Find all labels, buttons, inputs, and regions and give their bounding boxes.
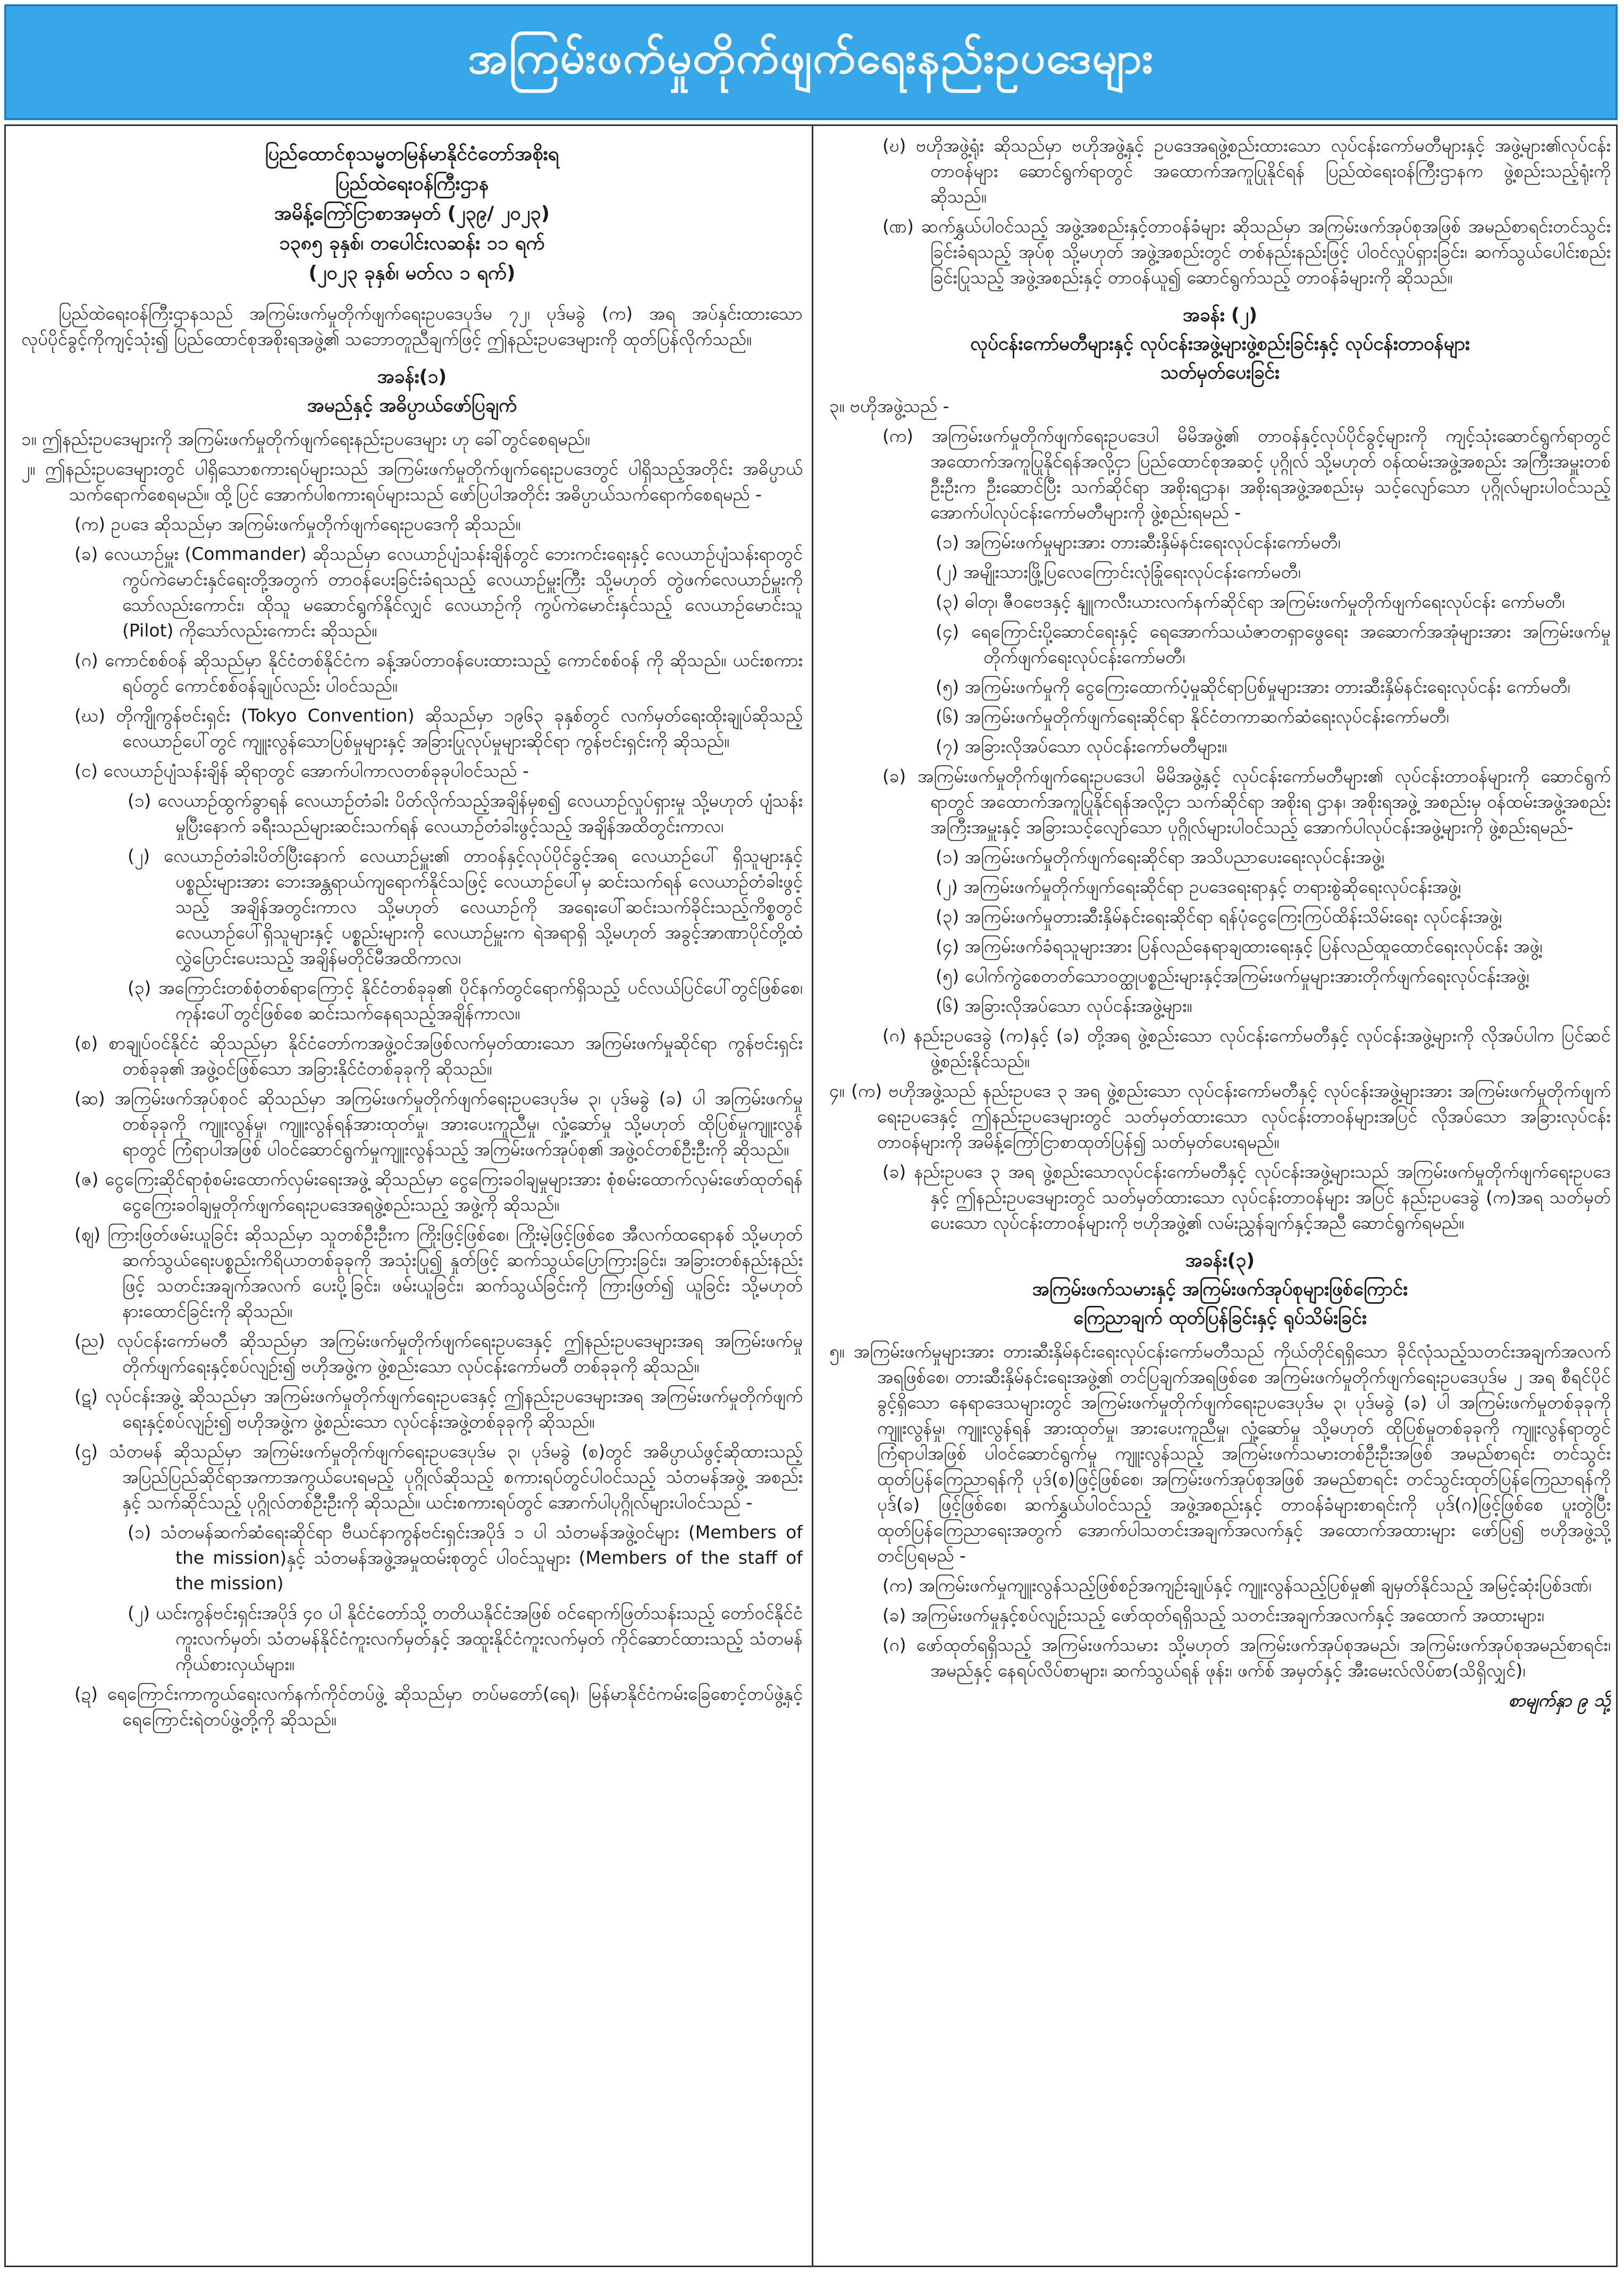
banner-title: အကြမ်းဖက်မှုတိုက်ဖျက်ရေးနည်းဥပဒေများ bbox=[468, 32, 1154, 83]
left-column bbox=[21, 133, 803, 2254]
chapter-title: လုပ်ငန်းကော်မတီများနှင့် လုပ်ငန်းအဖွဲ့များဖွဲ့စည်းခြင်းနှင့် လုပ်ငန်းတာဝန်များ bbox=[970, 333, 1470, 355]
clause-paragraph: (ဎ) ဗဟိုအဖွဲ့ရုံး ဆိုသည်မှာ ဗဟိုအဖွဲ့နှင့် ဥပဒေအရဖွဲ့စည်းထားသော လုပ်ငန်းကော်မတီများနှင့် အဖွဲ့များ၏လုပ်ငန်းတာဝန်များ ဆောင်ရွက်ရာတွင် အထောက်အကူပြုနိုင်ရန် ပြည်ထဲရေးဝန်ကြီးဌာနက ဖွဲ့စည်းသည့်ရုံးကို ဆိုသည်။ bbox=[882, 135, 1611, 207]
continued-note: စာမျက်နှာ ၉ သို့ bbox=[1508, 1690, 1611, 1710]
chapter-title: ကြေညာချက် ထုတ်ပြန်ခြင်းနှင့် ရုပ်သိမ်းခြင်း bbox=[1073, 1307, 1367, 1329]
chapter-1-items bbox=[21, 426, 803, 1732]
clause-paragraph: (၃) အကြောင်းတစ်စုံတစ်ရာကြောင့် နိုင်ငံတစ်ခုခု၏ ပိုင်နက်တွင်ရောက်ရှိသည့် ပင်လယ်ပြင်ပေါ်တွင်ဖြစ်စေ၊ ကုန်းပေါ်တွင်ဖြစ်စေ ဆင်းသက်နေရသည့်အချိန်ကာလ။ bbox=[128, 977, 803, 1024]
clause-paragraph: (ဂ) ဖော်ထုတ်ရရှိသည့် အကြမ်းဖက်သမား သို့မဟုတ် အကြမ်းဖက်အုပ်စုအမည်၊ အကြမ်းဖက်အုပ်စုအမည်စာရင်း၊ အမည်နှင့် နေရပ်လိပ်စာများ၊ ဆက်သွယ်ရန် ဖုန်း၊ ဖက်စ် အမှတ်နှင့် အီးမေးလ်လိပ်စာ(သိရှိလျှင်)၊ bbox=[882, 1634, 1611, 1681]
chapter-title: အမည်နှင့် အဓိပ္ပာယ်ဖော်ပြချက် bbox=[307, 395, 517, 416]
clause-paragraph: (ခ) လေယာဉ်မှူး (Commander) ဆိုသည်မှာ လေယာဉ်ပျံသန်းချိန်တွင် ဘေးကင်းရေးနှင့် လေယာဉ်ပျံသန်းရာတွင် ကွပ်ကဲမောင်းနှင်ရေးတို့အတွက် တာဝန်ပေးခြင်းခံရသည့် လေယာဉ်မှူးကြီး သို့မဟုတ် တွဲဖက်လေယာဉ်မှူးကိုသော်လည်းကောင်း၊ ထိုသူ မဆောင်ရွက်နိုင်လျှင် လေယာဉ်ကို ကွပ်ကဲမောင်းနှင်သည့် လေယာဉ်မောင်းသူ (Pilot) ကိုသော်လည်းကောင်း ဆိုသည်။ bbox=[74, 543, 803, 641]
chapter-2-items bbox=[829, 393, 1611, 1236]
header-line: ပြည်ထဲရေးဝန်ကြီးဌာန bbox=[335, 173, 489, 195]
header-line: ၁၃၈၅ ခုနှစ်၊ တပေါင်းလဆန်း ၁၁ ရက် bbox=[279, 232, 545, 254]
clause-paragraph: (၁) အကြမ်းဖက်မှုတိုက်ဖျက်ရေးဆိုင်ရာ အသိပညာပေးရေးလုပ်ငန်းအဖွဲ့၊ bbox=[936, 846, 1385, 867]
clause-paragraph: (က) အကြမ်းဖက်မှုတိုက်ဖျက်ရေးဥပဒေပါ မိမိအဖွဲ့၏ တာဝန်နှင့်လုပ်ပိုင်ခွင့်များကို ကျင့်သုံးဆောင်ရွက်ရာတွင် အထောက်အကူပြုနိုင်ရန်အလို့ငှာ ပြည်ထောင်စုအဆင့် ပုဂ္ဂိုလ် သို့မဟုတ် ဝန်ထမ်းအဖွဲ့အစည်း အကြီးအမှူးတစ်ဦးဦးက ဦးဆောင်ပြီး သက်ဆိုင်ရာ အစိုးရဌာန၊ အစိုးရအဖွဲ့အစည်းမှ သင့်လျော်သော ပုဂ္ဂိုလ်များပါဝင်သည့် အောက်ပါလုပ်ငန်းကော်မတီများကို ဖွဲ့စည်းရမည် - bbox=[882, 425, 1611, 523]
clause-paragraph: (၃) အကြမ်းဖက်မှုတားဆီးနှိမ်နင်းရေးဆိုင်ရာ ရန်ပုံငွေကြေးကြပ်ထိန်းသိမ်းရေး လုပ်ငန်းအဖွဲ့၊ bbox=[936, 906, 1502, 927]
clause-paragraph: (ဆ) အကြမ်းဖက်အုပ်စုဝင် ဆိုသည်မှာ အကြမ်းဖက်မှုတိုက်ဖျက်ရေးဥပဒေပုဒ်မ ၃၊ ပုဒ်မခွဲ (ခ) ပါ အကြမ်းဖက်မှုတစ်ခုခုကို ကျူးလွန်မှု၊ ကျူးလွန်ရန်အားထုတ်မှု၊ အားပေးကူညီမှု၊ လှုံ့ဆော်မှု သို့မဟုတ် ထိုပြစ်မှုကျူးလွန်ရာတွင် ကြံရာပါအဖြစ် ပါဝင်ဆောင်ရွက်မှုကျူးလွန်သည့် အကြမ်းဖက်အုပ်စု၏ အဖွဲ့ဝင်တစ်ဦးဦးကို ဆိုသည်။ bbox=[74, 1088, 803, 1160]
clause-paragraph: (၂) လေယာဉ်တံခါးပိတ်ပြီးနောက် လေယာဉ်မှူး၏ တာဝန်နှင့်လုပ်ပိုင်ခွင့်အရ လေယာဉ်ပေါ် ရှိသူများနှင့် ပစ္စည်းများအား ဘေးအန္တရာယ်ကျရောက်နိုင်သဖြင့် လေယာဉ်ပေါ်မှ ဆင်းသက်ရန် လေယာဉ်တံခါးဖွင့်သည့် အချိန်အတွင်းကာလ သို့မဟုတ် လေယာဉ်ကို အရေးပေါ်ဆင်းသက်ခိုင်းသည့်ကိစ္စတွင် လေယာဉ်ပေါ်ရှိသူများနှင့် ပစ္စည်းများကို လေယာဉ်မှူးက ရဲအရာရှိ သို့မဟုတ် အခွင့်အာဏာပိုင်တို့ထံ လွှဲပြောင်းပေးသည့် အချိန်မတိုင်မီအထိကာလ၊ bbox=[128, 845, 803, 968]
clause-paragraph: (၁) အကြမ်းဖက်မှုများအား တားဆီးနှိမ်နင်းရေးလုပ်ငန်းကော်မတီ၊ bbox=[936, 532, 1341, 552]
clause-paragraph: (ခ) နည်းဥပဒေ ၃ အရ ဖွဲ့စည်းသောလုပ်ငန်းကော်မတီနှင့် လုပ်ငန်းအဖွဲ့များသည် အကြမ်းဖက်မှုတိုက်ဖျက်ရေးဥပဒေနှင့် ဤနည်းဥပဒေများတွင် သတ်မှတ်ထားသော လုပ်ငန်းတာဝန်များ အပြင် နည်းဥပဒေခွဲ (က)အရ သတ်မှတ်ပေးသော လုပ်ငန်းတာဝန်များကို ဗဟိုအဖွဲ့၏ လမ်းညွှန်ချက်နှင့်အညီ ဆောင်ရွက်ရမည်။ bbox=[882, 1161, 1611, 1233]
clause-paragraph: (က) အကြမ်းဖက်မှုကျူးလွန်သည့်ဖြစ်စဉ်အကျဉ်းချုပ်နှင့် ကျူးလွန်သည့်ပြစ်မှု၏ ချမှတ်နိုင်သည့် အမြင့်ဆုံးပြစ်ဒဏ်၊ bbox=[882, 1575, 1592, 1596]
clause-paragraph: (၂) အကြမ်းဖက်မှုတိုက်ဖျက်ရေးဆိုင်ရာ ဥပဒေရေးရာနှင့် တရားစွဲဆိုရေးလုပ်ငန်းအဖွဲ့၊ bbox=[936, 876, 1461, 897]
chapter-heading: အခန်း (၂) bbox=[1182, 305, 1258, 326]
clause-paragraph: (ဂ) နည်းဥပဒေခွဲ (က)နှင့် (ခ) တို့အရ ဖွဲ့စည်းသော လုပ်ငန်းကော်မတီနှင့် လုပ်ငန်းအဖွဲ့များကို လိုအပ်ပါက ပြင်ဆင်ဖွဲ့စည်းနိုင်သည်။ bbox=[882, 1025, 1611, 1071]
clause-paragraph: (၅) အကြမ်းဖက်မှုကို ငွေကြေးထောက်ပံ့မှုဆိုင်ရာပြစ်မှုများအား တားဆီးနှိမ်နင်းရေးလုပ်ငန်း ကော်မတီ၊ bbox=[936, 676, 1570, 697]
chapter-title: အကြမ်းဖက်သမားနှင့် အကြမ်းဖက်အုပ်စုများဖြစ်ကြောင်း bbox=[1032, 1279, 1408, 1300]
clause-paragraph: (၇) အခြားလိုအပ်သော လုပ်ငန်းကော်မတီများ။ bbox=[936, 736, 1227, 757]
clause-paragraph: (င) လေယာဉ်ပျံသန်းချိန် ဆိုရာတွင် အောက်ပါကာလတစ်ခုခုပါဝင်သည် - bbox=[74, 760, 529, 781]
clause-paragraph: (ည) လုပ်ငန်းကော်မတီ ဆိုသည်မှာ အကြမ်းဖက်မှုတိုက်ဖျက်ရေးဥပဒေနှင့် ဤနည်းဥပဒေများအရ အကြမ်းဖက်မှုတိုက်ဖျက်ရေးနှင့်စပ်လျဉ်း၍ ဗဟိုအဖွဲ့က ဖွဲ့စည်းသော လုပ်ငန်းကော်မတီ တစ်ခုခုကို ဆိုသည်။ bbox=[74, 1330, 803, 1377]
header-line: ပြည်ထောင်စုသမ္မတမြန်မာနိုင်ငံတော်အစိုးရ bbox=[265, 143, 559, 165]
clause-paragraph: (ဇ) ငွေကြေးဆိုင်ရာစုံစမ်းထောက်လှမ်းရေးအဖွဲ့ ဆိုသည်မှာ ငွေကြေးခဝါချမှုများအား စုံစမ်းထောက်လှမ်းဖော်ထုတ်ရန် ငွေကြေးခဝါချမှုတိုက်ဖျက်ရေးဥပဒေအရဖွဲ့စည်းသည့် အဖွဲ့ကို ဆိုသည်။ bbox=[74, 1169, 803, 1215]
clause-paragraph: (ဍ) ရေကြောင်းကာကွယ်ရေးလက်နက်ကိုင်တပ်ဖွဲ့ ဆိုသည်မှာ တပ်မတော်(ရေ)၊ မြန်မာနိုင်ငံကမ်းခြေစောင့်တပ်ဖွဲ့နှင့် ရေကြောင်းရဲတပ်ဖွဲ့တို့ကို ဆိုသည်။ bbox=[74, 1683, 803, 1730]
clause-paragraph: (၅) ပေါက်ကွဲစေတတ်သောဝတ္ထုပစ္စည်းများနှင့်အကြမ်းဖက်မှုများအားတိုက်ဖျက်ရေးလုပ်ငန်းအဖွဲ့၊ bbox=[936, 966, 1529, 986]
clause-paragraph: (ဌ) သံတမန် ဆိုသည်မှာ အကြမ်းဖက်မှုတိုက်ဖျက်ရေးဥပဒေပုဒ်မ ၃၊ ပုဒ်မခွဲ (စ)တွင် အဓိပ္ပာယ်ဖွင့်ဆိုထားသည့် အပြည်ပြည်ဆိုင်ရာအကာအကွယ်ပေးရမည့် ပုဂ္ဂိုလ်ဆိုသည့် စကားရပ်တွင်ပါဝင်သည့် သံတမန်အဖွဲ့ အစည်းနှင့် သက်ဆိုင်သည့် ပုဂ္ဂိုလ်တစ်ဦးဦးကို ဆိုသည်။ ယင်းစကားရပ်တွင် အောက်ပါပုဂ္ဂိုလ်များပါဝင်သည် - bbox=[74, 1441, 803, 1513]
title-banner bbox=[4, 4, 1618, 120]
clause-paragraph: ၃။ ဗဟိုအဖွဲ့သည် - bbox=[829, 396, 949, 416]
clause-paragraph: (၂) အမျိုးသားဖြို့ပြလေကြောင်းလုံခြုံရေးလုပ်ငန်းကော်မတီ၊ bbox=[936, 561, 1301, 582]
clause-paragraph: (၆) အခြားလိုအပ်သော လုပ်ငန်းအဖွဲ့များ။ bbox=[936, 995, 1192, 1016]
clause-paragraph: (ခ) အကြမ်းဖက်မှုတိုက်ဖျက်ရေးဥပဒေပါ မိမိအဖွဲ့နှင့် လုပ်ငန်းကော်မတီများ၏ လုပ်ငန်းတာဝန်များကို ဆောင်ရွက်ရာတွင် အထောက်အကူပြုနိုင်ရန်အလို့ငှာ သက်ဆိုင်ရာ အစိုးရ ဌာန၊ အစိုးရအဖွဲ့ အစည်းမှ ဝန်ထမ်းအဖွဲ့အစည်း အကြီးအမှူးနှင့် အခြားသင့်လျော်သော ပုဂ္ဂိုလ်များပါဝင်သည့် အောက်ပါလုပ်ငန်းအဖွဲ့များကို ဖွဲ့စည်းရမည်- bbox=[882, 766, 1611, 837]
chapter-heading: အခန်း(၃) bbox=[1185, 1250, 1255, 1271]
header-line: (၂၀၂၃ ခုနှစ်၊ မတ်လ ၁ ရက်) bbox=[308, 262, 516, 284]
clause-paragraph: (ခ) အကြမ်းဖက်မှုနှင့်စပ်လျဉ်းသည့် ဖော်ထုတ်ရရှိသည့် သတင်းအချက်အလက်နှင့် အထောက် အထားများ၊ bbox=[882, 1605, 1544, 1625]
clause-paragraph: (၂) ယင်းကွန်ဗင်းရှင်းအပိုဒ် ၄၀ ပါ နိုင်ငံတော်သို့ တတိယနိုင်ငံအဖြစ် ဝင်ရောက်ဖြတ်သန်းသည့် တော်ဝင်နိုင်ငံကူးလက်မှတ်၊ သံတမန်နိုင်ငံကူးလက်မှတ်နှင့် အထူးနိုင်ငံကူးလက်မှတ် ကိုင်ဆောင်ထားသည့် သံတမန်ကိုယ်စားလှယ်များ။ bbox=[128, 1603, 803, 1674]
right-column bbox=[829, 133, 1611, 2254]
clause-paragraph: (၁) သံတမန်ဆက်ဆံရေးဆိုင်ရာ ဗီယင်နာကွန်ဗင်းရှင်းအပိုဒ် ၁ ပါ သံတမန်အဖွဲ့ဝင်များ (Members of the mission)နှင့် သံတမန်အဖွဲ့အမှုထမ်းစုတွင် ပါဝင်သူများ (Members of the staff of the mission) bbox=[128, 1522, 803, 1593]
chapter-title: သတ်မှတ်ပေးခြင်း bbox=[1160, 362, 1280, 383]
clause-paragraph: ၄။ (က) ဗဟိုအဖွဲ့သည် နည်းဥပဒေ ၃ အရ ဖွဲ့စည်းသော လုပ်ငန်းကော်မတီနှင့် လုပ်ငန်းအဖွဲ့များအား အကြမ်းဖက်မှုတိုက်ဖျက်ရေးဥပဒေနှင့် ဤနည်းဥပဒေများတွင် သတ်မှတ်ထားသော လုပ်ငန်းတာဝန်များအပြင် လိုအပ်သော အခြားလုပ်ငန်းတာဝန်များကို အမိန့်ကြော်ငြာစာထုတ်ပြန်၍ သတ်မှတ်ပေးရမည်။ bbox=[829, 1080, 1611, 1152]
clause-paragraph: ၂။ ဤနည်းဥပဒေများတွင် ပါရှိသောစကားရပ်များသည် အကြမ်းဖက်မှုတိုက်ဖျက်ရေးဥပဒေတွင် ပါရှိသည့်အတိုင်း အဓိပ္ပာယ်သက်ရောက်စေရမည်။ ထို့ပြင် အောက်ပါစကားရပ်များသည် ဖော်ပြပါအတိုင်း အဓိပ္ပာယ်သက်ရောက်စေရမည် - bbox=[21, 458, 803, 505]
clause-paragraph: (ဏ) ဆက်နွှယ်ပါဝင်သည့် အဖွဲ့အစည်းနှင့်တာဝန်ခံများ ဆိုသည်မှာ အကြမ်းဖက်အုပ်စုအဖြစ် အမည်စာရင်းတင်သွင်းခြင်းခံရသည့် အုပ်စု သို့မဟုတ် အဖွဲ့အစည်းတွင် တစ်နည်းနည်းဖြင့် ပါဝင်လှုပ်ရှားခြင်း၊ ဆက်သွယ်ပေါင်းစည်းခြင်းပြုသည့် အဖွဲ့အစည်းနှင့် တာဝန်ယူ၍ ဆောင်ရွက်သည့် တာဝန်ခံများကို ဆိုသည်။ bbox=[882, 216, 1611, 288]
clause-paragraph: (၃) ဓါတု၊ ဇီဝဗေဒနှင့် နျူကလီးယားလက်နက်ဆိုင်ရာ အကြမ်းဖက်မှုတိုက်ဖျက်ရေးလုပ်ငန်း ကော်မတီ၊ bbox=[936, 591, 1565, 612]
clause-paragraph: (၄) ရေကြောင်းပို့ဆောင်ရေးနှင့် ရေအောက်သယံဇာတရှာဖွေရေး အဆောက်အအုံများအား အကြမ်းဖက်မှုတိုက်ဖျက်ရေးလုပ်ငန်းကော်မတီ၊ bbox=[936, 621, 1611, 667]
notification-header bbox=[21, 139, 803, 288]
intro-paragraph: ပြည်ထဲရေးဝန်ကြီးဌာနသည် အကြမ်းဖက်မှုတိုက်ဖျက်ရေးဥပဒေပုဒ်မ ၇၂၊ ပုဒ်မခွဲ (က) အရ အပ်နှင်းထားသော လုပ်ပိုင်ခွင့်ကိုကျင့်သုံး၍ ပြည်ထောင်စုအစိုးရအဖွဲ့၏ သဘောတူညီချက်ဖြင့် ဤနည်းဥပဒေများကို ထုတ်ပြန်လိုက်သည်။ bbox=[21, 303, 803, 349]
chapter-3-items bbox=[829, 1339, 1611, 1683]
clause-paragraph: (က) ဥပဒေ ဆိုသည်မှာ အကြမ်းဖက်မှုတိုက်ဖျက်ရေးဥပဒေကို ဆိုသည်။ bbox=[74, 514, 521, 534]
header-line: အမိန့်ကြော်ငြာစာအမှတ် (၂၃၉/ ၂၀၂၃) bbox=[274, 203, 550, 224]
chapter-heading: အခန်း(၁) bbox=[377, 366, 447, 388]
clause-paragraph: (စ) စာချုပ်ဝင်နိုင်ငံ ဆိုသည်မှာ နိုင်ငံတော်ကအဖွဲ့ဝင်အဖြစ်လက်မှတ်ထားသော အကြမ်းဖက်မှုဆိုင်ရာ ကွန်ဗင်းရှင်းတစ်ခုခု၏ အဖွဲ့ဝင်ဖြစ်သော အခြားနိုင်ငံတစ်ခုခုကို ဆိုသည်။ bbox=[74, 1033, 803, 1079]
clause-paragraph: (ဂ) ကောင်စစ်ဝန် ဆိုသည်မှာ နိုင်ငံတစ်နိုင်ငံက ခန့်အပ်တာဝန်ပေးထားသည့် ကောင်စစ်ဝန် ကို ဆိုသည်။ ယင်းစကားရပ်တွင် ကောင်စစ်ဝန်ချုပ်လည်း ပါဝင်သည်။ bbox=[74, 650, 803, 696]
clause-paragraph: ၁။ ဤနည်းဥပဒေများကို အကြမ်းဖက်မှုတိုက်ဖျက်ရေးနည်းဥပဒေများ ဟု ခေါ်တွင်စေရမည်။ bbox=[21, 429, 590, 449]
clause-paragraph: (၆) အကြမ်းဖက်မှုတိုက်ဖျက်ရေးဆိုင်ရာ နိုင်ငံတကာဆက်ဆံရေးလုပ်ငန်းကော်မတီ၊ bbox=[936, 706, 1449, 727]
definitions-continued bbox=[829, 133, 1611, 290]
clause-paragraph: (ဃ) တိုကျိုကွန်ဗင်းရှင်း (Tokyo Convention) ဆိုသည်မှာ ၁၉၆၃ ခုနှစ်တွင် လက်မှတ်ရေးထိုးချုပ်ဆိုသည့် လေယာဉ်ပေါ်တွင် ကျူးလွန်သောပြစ်မှုများနှင့် အခြားပြုလုပ်မှုများဆိုင်ရာ ကွန်ဗင်းရှင်းကို ဆိုသည်။ bbox=[74, 705, 803, 751]
clause-paragraph: ၅။ အကြမ်းဖက်မှုများအား တားဆီးနှိမ်နင်းရေးလုပ်ငန်းကော်မတီသည် ကိုယ်တိုင်ရရှိသော ခိုင်လုံသည့်သတင်းအချက်အလက်အရဖြစ်စေ၊ တားဆီးနှိမ်နင်းရေးအဖွဲ့၏ တင်ပြချက်အရဖြစ်စေ အကြမ်းဖက်မှုတိုက်ဖျက်ရေးဥပဒေပုဒ်မ ၂ အရ စီရင်ပိုင်ခွင့်ရှိသော နေရာဒေသများတွင် အကြမ်းဖက်မှုတိုက်ဖျက်ရေးဥပဒေပုဒ်မ ၃၊ ပုဒ်မခွဲ (ခ) ပါ အကြမ်းဖက်မှုတစ်ခုခုကို ကျူးလွန်မှု၊ ကျူးလွန်ရန် အားထုတ်မှု၊ အားပေးကူညီမှု၊ လှုံ့ဆော်မှု သို့မဟုတ် ထိုပြစ်မှုတစ်ခုခုကို ကျူးလွန်ရာတွင် ကြံရာပါအဖြစ် ပါဝင်ဆောင်ရွက်မှု ကျူးလွန်သည့် အကြမ်းဖက်သမားတစ်ဦးဦးအဖြစ် အမည်စာရင်း တင်သွင်းထုတ်ပြန်ကြေညာရန်ကို ပုဒ်(စ)ဖြင့်ဖြစ်စေ၊ အကြမ်းဖက်အုပ်စုအဖြစ် အမည်စာရင်း တင်သွင်းထုတ်ပြန်ကြေညာရန်ကို ပုဒ်(ခ) ဖြင့်ဖြစ်စေ၊ ဆက်နွှယ်ပါဝင်သည့် အဖွဲ့အစည်းနှင့် တာဝန်ခံများစာရင်းကို ပုဒ်(ဂ)ဖြင့်ဖြစ်စေ ပူးတွဲပြီး ထုတ်ပြန်ကြေညာရေးအတွက် အောက်ပါသတင်းအချက်အလက်နှင့် အထောက်အထားများ ဖော်ပြ၍ ဗဟိုအဖွဲ့သို့ တင်ပြရမည် - bbox=[829, 1341, 1611, 1566]
clause-paragraph: (ဈ) ကြားဖြတ်ဖမ်းယူခြင်း ဆိုသည်မှာ သူတစ်ဦးဦးက ကြိုးဖြင့်ဖြစ်စေ၊ ကြိုးမဲ့ဖြင့်ဖြစ်စေ အီလက်ထရောနစ် သို့မဟုတ် ဆက်သွယ်ရေးပစ္စည်းကိရိယာတစ်ခုခုကို အသုံးပြု၍ နှုတ်ဖြင့် ဆက်သွယ်ပြောကြားခြင်း၊ အခြားတစ်နည်းနည်းဖြင့် သတင်းအချက်အလက် ပေးပို့ခြင်း၊ ဖမ်းယူခြင်း၊ ဆက်သွယ်ခြင်းကို ကြားဖြတ်၍ ယူခြင်း သို့မဟုတ် နားထောင်ခြင်းကို ဆိုသည်။ bbox=[74, 1224, 803, 1321]
clause-paragraph: (၁) လေယာဉ်ထွက်ခွာရန် လေယာဉ်တံခါး ပိတ်လိုက်သည့်အချိန်မှစ၍ လေယာဉ်လှုပ်ရှားမှု သို့မဟုတ် ပျံသန်းမှုပြီးနောက် ခရီးသည်များဆင်းသက်ရန် လေယာဉ်တံခါးဖွင့်သည့် အချိန်အထိတွင်းကာလ၊ bbox=[128, 790, 803, 836]
clause-paragraph: (၄) အကြမ်းဖက်ခံရသူများအား ပြန်လည်နေရာချထားရေးနှင့် ပြန်လည်ထူထောင်ရေးလုပ်ငန်း အဖွဲ့၊ bbox=[936, 936, 1543, 957]
column-divider bbox=[812, 124, 813, 2267]
clause-paragraph: (ဋ) လုပ်ငန်းအဖွဲ့ ဆိုသည်မှာ အကြမ်းဖက်မှုတိုက်ဖျက်ရေးဥပဒေနှင့် ဤနည်းဥပဒေများအရ အကြမ်းဖက်မှုတိုက်ဖျက်ရေးနှင့်စပ်လျဉ်း၍ ဗဟိုအဖွဲ့က ဖွဲ့စည်းသော လုပ်ငန်းအဖွဲ့တစ်ခုခုကို ဆိုသည်။ bbox=[74, 1386, 803, 1432]
